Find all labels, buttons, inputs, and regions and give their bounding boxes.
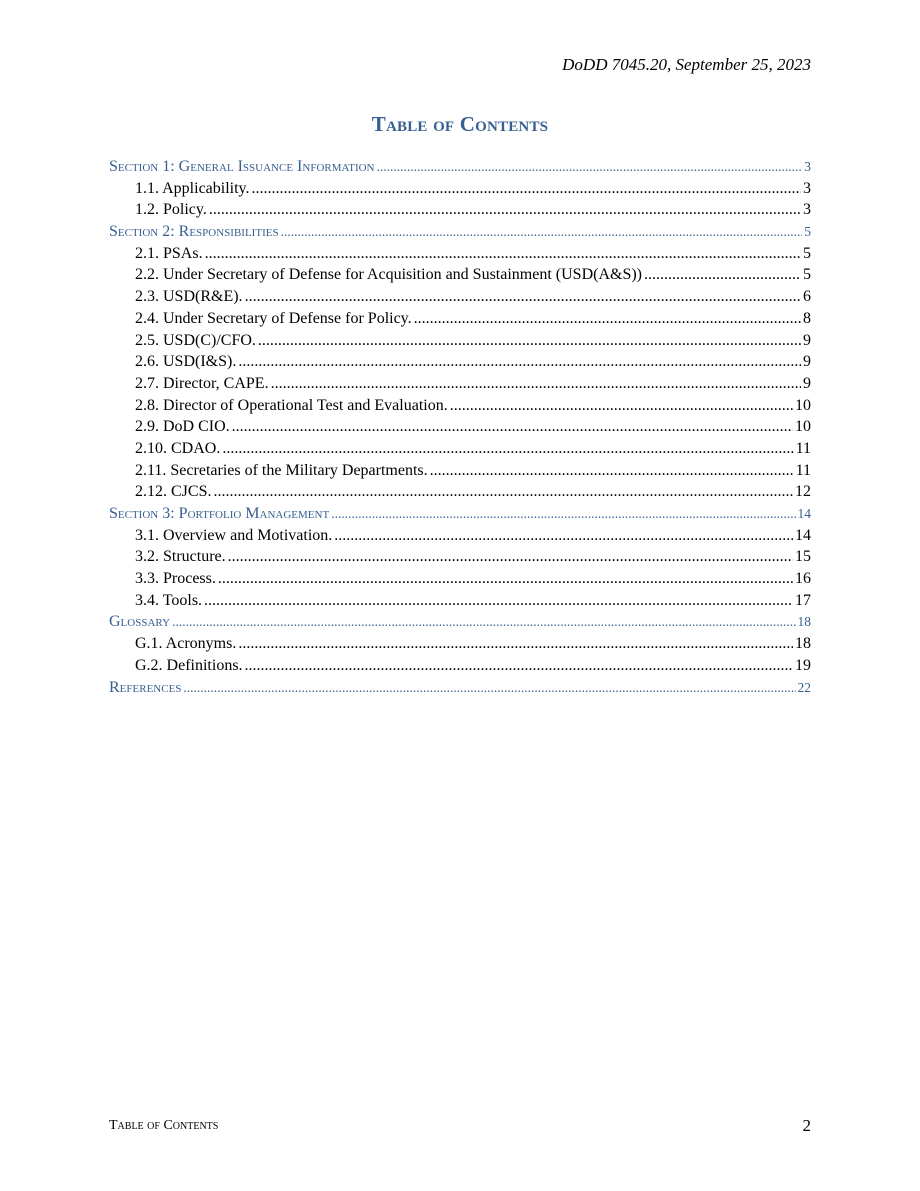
toc-subsection-entry[interactable]	[109, 178, 811, 200]
toc-dot-leader	[430, 460, 794, 482]
toc-entry-page: 14	[795, 526, 811, 544]
toc-dot-leader	[232, 416, 793, 438]
toc-dot-leader	[414, 308, 801, 330]
toc-dot-leader	[205, 243, 801, 265]
toc-dot-leader	[271, 373, 801, 395]
footer-page-number: 2	[802, 1116, 811, 1135]
toc-entry-page: 14	[797, 506, 811, 521]
toc-subsection-entry[interactable]	[109, 590, 811, 612]
toc-dot-leader	[228, 546, 793, 568]
toc-entry-label: 2.8. Director of Operational Test and Evaluation.	[135, 396, 448, 414]
page-title: Table of Contents	[371, 112, 549, 136]
toc-subsection-entry[interactable]	[109, 264, 811, 286]
toc-entry-label: 1.1. Applicability.	[135, 179, 250, 197]
toc-entry-label: 3.3. Process.	[135, 570, 216, 588]
toc-entry-label: 2.6. USD(I&S).	[135, 353, 237, 371]
toc-entry-page: 8	[803, 309, 811, 327]
toc-entry-label: 2.3. USD(R&E).	[135, 288, 243, 306]
toc-dot-leader	[281, 221, 803, 243]
document-header: DoDD 7045.20, September 25, 2023	[562, 55, 811, 74]
toc-entry-page: 3	[804, 159, 811, 174]
toc-dot-leader	[644, 264, 801, 286]
toc-entry-page: 9	[803, 353, 811, 371]
toc-section-entry[interactable]	[109, 611, 811, 633]
toc-subsection-entry[interactable]	[109, 286, 811, 308]
toc-entry-page: 16	[795, 570, 811, 588]
toc-dot-leader	[172, 611, 795, 633]
toc-subsection-entry[interactable]	[109, 351, 811, 373]
toc-subsection-entry[interactable]	[109, 416, 811, 438]
toc-dot-leader	[222, 438, 793, 460]
toc-entry-label: 2.7. Director, CAPE.	[135, 374, 269, 392]
toc-subsection-entry[interactable]	[109, 199, 811, 221]
toc-dot-leader	[238, 351, 801, 373]
toc-dot-leader	[450, 395, 793, 417]
toc-dot-leader	[258, 330, 801, 352]
toc-entry-label: 2.4. Under Secretary of Defense for Policy.	[135, 309, 412, 327]
toc-section-entry[interactable]	[109, 677, 811, 699]
toc-entry-page: 11	[795, 439, 811, 457]
toc-entry-label: 2.1. PSAs.	[135, 244, 203, 262]
toc-entry-page: 6	[803, 288, 811, 306]
toc-subsection-entry[interactable]	[109, 633, 811, 655]
toc-entry-page: 5	[804, 224, 811, 240]
toc-dot-leader	[213, 481, 793, 503]
toc-dot-leader	[245, 655, 793, 677]
toc-dot-leader	[218, 568, 793, 590]
toc-entry-label: 2.12. CJCS.	[135, 483, 212, 501]
toc-subsection-entry[interactable]	[109, 568, 811, 590]
toc-entry-page: 5	[803, 244, 811, 262]
toc-subsection-entry[interactable]	[109, 330, 811, 352]
toc-entry-page: 18	[797, 614, 811, 630]
toc-entry-page: 15	[795, 548, 811, 566]
toc-entry-page: 10	[795, 396, 811, 414]
toc-entry-label: 2.2. Under Secretary of Defense for Acquisition and Sustainment (USD(A&S))	[135, 266, 642, 284]
footer-section-name: Table of Contents	[109, 1118, 219, 1133]
toc-dot-leader	[245, 286, 801, 308]
toc-entry-page: 3	[803, 201, 811, 219]
toc-entry-page: 17	[795, 591, 811, 609]
toc-entry-label: 3.1. Overview and Motivation.	[135, 526, 333, 544]
toc-dot-leader	[377, 156, 803, 178]
toc-entry-page: 22	[797, 679, 811, 695]
toc-entry-label: 3.2. Structure.	[135, 548, 226, 566]
toc-entry-label: Glossary	[109, 613, 171, 631]
toc-dot-leader	[331, 503, 795, 525]
toc-subsection-entry[interactable]	[109, 243, 811, 265]
toc-entry-label: Section 3: Portfolio Management	[109, 505, 330, 522]
toc-subsection-entry[interactable]	[109, 460, 811, 482]
toc-subsection-entry[interactable]	[109, 308, 811, 330]
toc-dot-leader	[238, 633, 793, 655]
toc-entry-page: 12	[795, 483, 811, 501]
toc-entry-label: 2.9. DoD CIO.	[135, 418, 230, 436]
toc-entry-page: 9	[803, 331, 811, 349]
toc-dot-leader	[209, 199, 801, 221]
toc-subsection-entry[interactable]	[109, 481, 811, 503]
toc-entry-page: 19	[795, 656, 811, 674]
toc-subsection-entry[interactable]	[109, 546, 811, 568]
toc-section-entry[interactable]	[109, 156, 811, 178]
toc-entry-page: 11	[795, 461, 811, 479]
toc-entry-page: 10	[795, 418, 811, 436]
toc-dot-leader	[252, 178, 801, 200]
table-of-contents	[109, 156, 811, 698]
toc-dot-leader	[204, 590, 793, 612]
toc-dot-leader	[334, 525, 793, 547]
toc-entry-page: 5	[803, 266, 811, 284]
toc-entry-page: 18	[795, 635, 811, 653]
toc-entry-label: 2.11. Secretaries of the Military Departments.	[135, 461, 428, 479]
toc-entry-page: 3	[803, 179, 811, 197]
toc-entry-label: Section 1: General Issuance Information	[109, 158, 375, 175]
toc-subsection-entry[interactable]	[109, 525, 811, 547]
toc-subsection-entry[interactable]	[109, 395, 811, 417]
toc-entry-label: References	[109, 678, 182, 696]
toc-entry-label: G.2. Definitions.	[135, 656, 243, 674]
toc-section-entry[interactable]	[109, 221, 811, 243]
toc-entry-page: 9	[803, 374, 811, 392]
toc-entry-label: Section 2: Responsibilities	[109, 223, 279, 241]
toc-entry-label: 1.2. Policy.	[135, 201, 207, 219]
toc-entry-label: 2.5. USD(C)/CFO.	[135, 331, 256, 349]
toc-dot-leader	[183, 677, 795, 699]
toc-section-entry[interactable]	[109, 503, 811, 525]
toc-entry-label: G.1. Acronyms.	[135, 635, 237, 653]
toc-subsection-entry[interactable]	[109, 438, 811, 460]
toc-entry-label: 3.4. Tools.	[135, 591, 203, 609]
toc-subsection-entry[interactable]	[109, 655, 811, 677]
toc-subsection-entry[interactable]	[109, 373, 811, 395]
toc-entry-label: 2.10. CDAO.	[135, 439, 221, 457]
